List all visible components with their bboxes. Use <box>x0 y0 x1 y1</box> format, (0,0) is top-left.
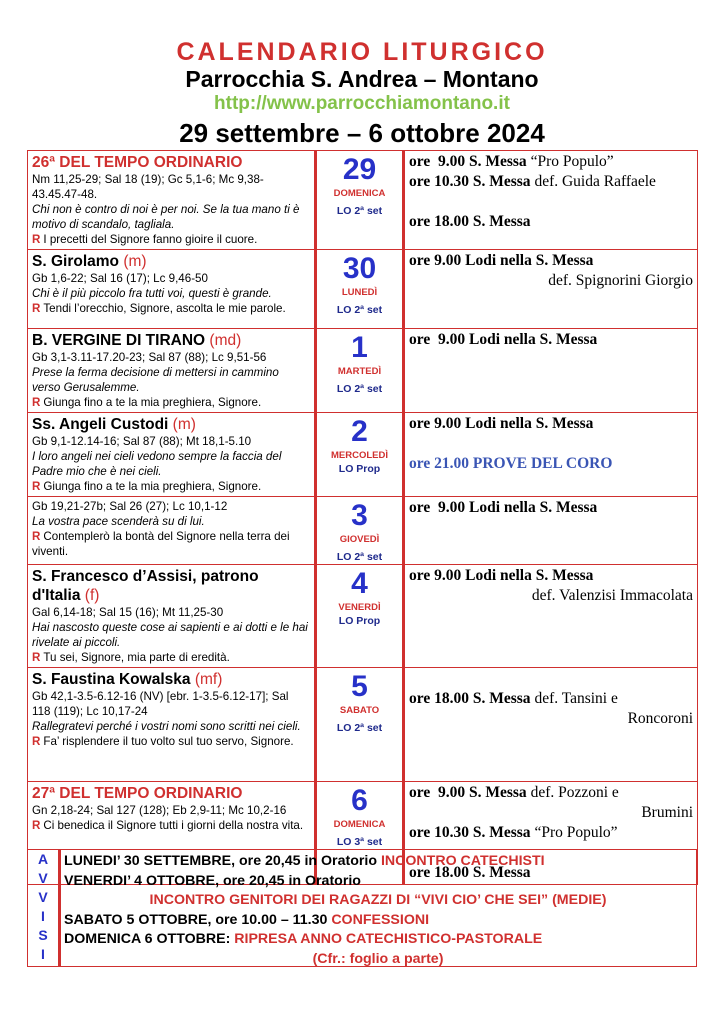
schedule-spacer <box>409 192 693 212</box>
celebration-title <box>32 153 310 172</box>
liturgy-of-hours: LO 2ª set <box>336 205 383 217</box>
antiphon: Chi non è contro di noi è per noi. Se la tua mano ti è motivo di scandalo, tagliala. <box>32 203 300 231</box>
psalm-response-text: Ci benedica il Signore tutti i giorni della nostra vita. <box>43 819 304 832</box>
liturgy-of-hours: LO 2ª set <box>336 722 383 734</box>
celebration-ordinal: 27ª <box>32 785 55 802</box>
day-liturgy-cell <box>28 413 316 497</box>
celebration-name: DEL TEMPO ORDINARIO <box>59 154 243 171</box>
day-date-cell <box>316 668 404 782</box>
weekday-name: DOMENICA <box>333 819 386 830</box>
day-schedule-cell <box>404 151 698 250</box>
day-schedule-cell <box>404 250 698 329</box>
day-number: 6 <box>351 784 368 817</box>
psalm-response <box>32 734 310 749</box>
schedule-entry <box>409 330 693 350</box>
schedule-note: def. Tansini e <box>534 690 618 707</box>
day-date-cell <box>316 250 404 329</box>
announcements-box <box>27 849 697 967</box>
day-schedule-cell <box>404 565 698 668</box>
schedule-time: ore 9.00 <box>409 415 462 432</box>
liturgy-of-hours: LO 3ª set <box>336 836 383 848</box>
schedule-time: ore 9.00 <box>409 331 466 348</box>
announcements-letter: I <box>41 946 45 962</box>
schedule-spacer <box>409 669 693 689</box>
schedule-time: ore 18.00 <box>409 690 469 707</box>
announcements-letter: S <box>38 927 48 943</box>
celebration-title <box>32 252 310 271</box>
day-row <box>28 250 698 329</box>
response-marker: R <box>32 480 41 493</box>
announcements-letter: V <box>38 889 48 905</box>
day-schedule-cell <box>404 329 698 413</box>
celebration-title <box>32 415 310 434</box>
announcements-label <box>28 850 61 966</box>
celebration-rank: (md) <box>209 332 242 349</box>
psalm-response-text: Giunga fino a te la mia preghiera, Signore. <box>43 396 262 409</box>
day-date-cell <box>316 329 404 413</box>
day-row <box>28 151 698 250</box>
schedule-time: ore 21.00 <box>409 455 469 472</box>
schedule-entry <box>409 212 693 232</box>
schedule-note: def. Guida Raffaele <box>534 173 656 190</box>
schedule-time: ore 9.00 <box>409 499 466 516</box>
response-marker: R <box>32 233 41 246</box>
response-marker: R <box>32 302 41 315</box>
celebration-name: S. Girolamo <box>32 253 119 270</box>
celebration-name: Ss. Angeli Custodi <box>32 416 169 433</box>
antiphon: Chi è il più piccolo fra tutti voi, questi è grande. <box>32 287 272 300</box>
schedule-event: S. Messa <box>472 690 531 707</box>
schedule-event: Lodi nella S. Messa <box>465 415 594 432</box>
schedule-event: Lodi nella S. Messa <box>465 252 594 269</box>
announcement-6: (Cfr.: foglio a parte) <box>312 950 444 967</box>
schedule-time: ore 10.30 <box>409 824 469 841</box>
schedule-entry <box>409 251 693 271</box>
schedule-entry <box>409 823 693 843</box>
page-title: CALENDARIO LITURGICO <box>176 38 548 66</box>
readings: Gb 3,1-3.11-17.20-23; Sal 87 (88); Lc 9,51-56 <box>32 351 267 364</box>
liturgy-of-hours: LO 2ª set <box>336 304 383 316</box>
schedule-time: ore 9.00 <box>409 784 466 801</box>
schedule-event: S. Messa <box>472 173 531 190</box>
schedule-event: Lodi nella S. Messa <box>468 331 598 348</box>
antiphon: Prese la ferma decisione di mettersi in cammino verso Gerusalemme. <box>32 366 279 394</box>
celebration-title <box>32 331 310 350</box>
celebration-title <box>32 784 310 803</box>
psalm-response-text: I precetti del Signore fanno gioire il cuore. <box>43 233 258 246</box>
celebration-title <box>32 567 310 605</box>
calendar-table <box>27 150 698 885</box>
schedule-event: S. Messa <box>472 824 531 841</box>
liturgy-of-hours: LO Prop <box>338 463 381 475</box>
announcements-letter: A <box>37 851 49 867</box>
date-range: 29 settembre – 6 ottobre 2024 <box>179 118 545 148</box>
celebration-rank: (m) <box>172 416 196 433</box>
schedule-event: Lodi nella S. Messa <box>465 567 594 584</box>
liturgy-of-hours: LO Prop <box>338 615 381 627</box>
celebration-rank: (f) <box>84 587 100 604</box>
schedule-event: S. Messa <box>468 784 527 801</box>
response-marker: R <box>32 735 41 748</box>
day-row <box>28 497 698 565</box>
day-number: 2 <box>351 415 368 448</box>
announcements-letter: V <box>38 870 48 886</box>
schedule-entry <box>409 783 693 803</box>
antiphon: Rallegratevi perché i vostri nomi sono scritti nei cieli. <box>32 720 301 733</box>
day-liturgy-cell <box>28 497 316 565</box>
psalm-response-text: Contemplerò la bontà del Signore nella terra dei viventi. <box>32 530 290 558</box>
psalm-response <box>32 232 310 247</box>
schedule-entry <box>409 172 693 192</box>
liturgy-of-hours: LO 2ª set <box>336 383 383 395</box>
celebration-ordinal: 26ª <box>32 154 55 171</box>
psalm-response <box>32 395 310 410</box>
day-number: 30 <box>342 252 377 285</box>
announcements-letter: I <box>41 908 45 924</box>
weekday-name: DOMENICA <box>333 188 386 199</box>
announcement-4: SABATO 5 OTTOBRE, ore 10.00 – 11.30 CONFESSIONI <box>64 911 430 928</box>
schedule-time: ore 18.00 <box>409 213 469 230</box>
day-number: 3 <box>351 499 368 532</box>
schedule-note-continued: def. Spignorini Giorgio <box>548 272 693 289</box>
day-number: 5 <box>351 670 368 703</box>
schedule-time: ore 10.30 <box>409 173 469 190</box>
day-date-cell <box>316 151 404 250</box>
celebration-title <box>32 670 310 689</box>
psalm-response <box>32 529 310 559</box>
schedule-event: S. Messa <box>468 153 527 170</box>
psalm-response <box>32 479 310 494</box>
day-row <box>28 565 698 668</box>
readings: Gal 6,14-18; Sal 15 (16); Mt 11,25-30 <box>32 606 224 619</box>
weekday-name: LUNEDÌ <box>341 287 378 298</box>
antiphon: La vostra pace scenderà su di lui. <box>32 515 205 528</box>
announcement-2: VENERDI’ 4 OTTOBRE, ore 20,45 in Oratorio <box>64 872 361 889</box>
schedule-entry <box>409 414 693 434</box>
schedule-time: ore 18.00 <box>409 864 469 881</box>
day-number: 1 <box>351 331 368 364</box>
weekday-name: GIOVEDÌ <box>339 534 380 545</box>
schedule-event: PROVE DEL CORO <box>472 455 613 472</box>
day-number: 4 <box>351 567 368 600</box>
celebration-rank: (mf) <box>194 671 223 688</box>
liturgy-of-hours: LO 2ª set <box>336 551 383 563</box>
celebration-name: B. VERGINE DI TIRANO <box>32 332 206 349</box>
schedule-time: ore 9.00 <box>409 567 462 584</box>
day-schedule-cell <box>404 668 698 782</box>
celebration-name: DEL TEMPO ORDINARIO <box>59 785 243 802</box>
schedule-note: “Pro Populo” <box>530 153 614 170</box>
day-liturgy-cell <box>28 329 316 413</box>
schedule-entry <box>409 566 693 586</box>
announcement-1: LUNEDI’ 30 SETTEMBRE, ore 20,45 in Oratorio INCONTRO CATECHISTI <box>64 853 545 869</box>
psalm-response-text: Tendi l’orecchio, Signore, ascolta le mie parole. <box>43 302 286 315</box>
readings: Gb 19,21-27b; Sal 26 (27); Lc 10,1-12 <box>32 500 228 513</box>
psalm-response <box>32 818 310 833</box>
readings: Nm 11,25-29; Sal 18 (19); Gc 5,1-6; Mc 9,38-43.45.47-48. <box>32 173 264 201</box>
psalm-response-text: Fa’ risplendere il tuo volto sul tuo servo, Signore. <box>43 735 294 748</box>
day-liturgy-cell <box>28 668 316 782</box>
readings: Gb 9,1-12.14-16; Sal 87 (88); Mt 18,1-5.10 <box>32 435 252 448</box>
schedule-time: ore 9.00 <box>409 153 466 170</box>
psalm-response-text: Giunga fino a te la mia preghiera, Signore. <box>43 480 262 493</box>
schedule-note: def. Pozzoni e <box>530 784 619 801</box>
response-marker: R <box>32 530 41 543</box>
schedule-note-continued: def. Valenzisi Immacolata <box>531 587 693 604</box>
announcement-5: DOMENICA 6 OTTOBRE: RIPRESA ANNO CATECHISTICO-PASTORALE <box>64 931 543 947</box>
response-marker: R <box>32 396 41 409</box>
day-liturgy-cell <box>28 151 316 250</box>
psalm-response-text: Tu sei, Signore, mia parte di eredità. <box>43 651 230 664</box>
schedule-time: ore 9.00 <box>409 252 462 269</box>
day-row <box>28 413 698 497</box>
readings: Gb 1,6-22; Sal 16 (17); Lc 9,46-50 <box>32 272 208 285</box>
readings: Gn 2,18-24; Sal 127 (128); Eb 2,9-11; Mc 10,2-16 <box>32 804 287 817</box>
weekday-name: SABATO <box>339 705 380 716</box>
celebration-rank: (m) <box>123 253 147 270</box>
schedule-event: S. Messa <box>472 864 531 881</box>
weekday-name: MERCOLEDÌ <box>331 450 388 461</box>
day-schedule-cell <box>404 497 698 565</box>
schedule-note-continued: Roncoroni <box>627 710 693 727</box>
readings: Gb 42,1-3.5-6.12-16 (NV) [ebr. 1-3.5-6.12-17]; Sal 118 (119); Lc 10,17-24 <box>32 690 289 718</box>
schedule-event: S. Messa <box>472 213 531 230</box>
weekday-name: MARTEDÌ <box>337 366 382 377</box>
day-row <box>28 668 698 782</box>
psalm-response <box>32 301 310 316</box>
day-number: 29 <box>342 153 377 186</box>
parish-name: Parrocchia S. Andrea – Montano <box>185 66 539 92</box>
psalm-response <box>32 650 310 665</box>
response-marker: R <box>32 651 41 664</box>
response-marker: R <box>32 819 41 832</box>
schedule-entry <box>409 454 693 474</box>
announcement-3: INCONTRO GENITORI DEI RAGAZZI DI “VIVI CIO’ CHE SEI” (MEDIE) <box>149 892 607 908</box>
schedule-entry <box>409 498 693 518</box>
schedule-entry <box>409 689 693 709</box>
schedule-note-continued: Brumini <box>641 804 693 821</box>
antiphon: I loro angeli nei cieli vedono sempre la faccia del Padre mio che è nei cieli. <box>32 450 282 478</box>
antiphon: Hai nascosto queste cose ai sapienti e ai dotti e le hai rivelate ai piccoli. <box>32 621 308 649</box>
weekday-name: VENERDÌ <box>338 602 381 613</box>
schedule-event: Lodi nella S. Messa <box>468 499 598 516</box>
day-liturgy-cell <box>28 250 316 329</box>
day-date-cell <box>316 565 404 668</box>
day-row <box>28 329 698 413</box>
parish-website-link[interactable]: http://www.parrocchiamontano.it <box>214 93 510 114</box>
schedule-spacer <box>409 434 693 454</box>
schedule-note: “Pro Populo” <box>534 824 618 841</box>
announcements-body <box>64 852 692 969</box>
day-liturgy-cell <box>28 565 316 668</box>
schedule-entry <box>409 152 693 172</box>
celebration-name: S. Francesco d’Assisi, patrono d'Italia <box>32 568 259 604</box>
celebration-name: S. Faustina Kowalska <box>32 671 191 688</box>
day-date-cell <box>316 413 404 497</box>
day-schedule-cell <box>404 413 698 497</box>
day-date-cell <box>316 497 404 565</box>
